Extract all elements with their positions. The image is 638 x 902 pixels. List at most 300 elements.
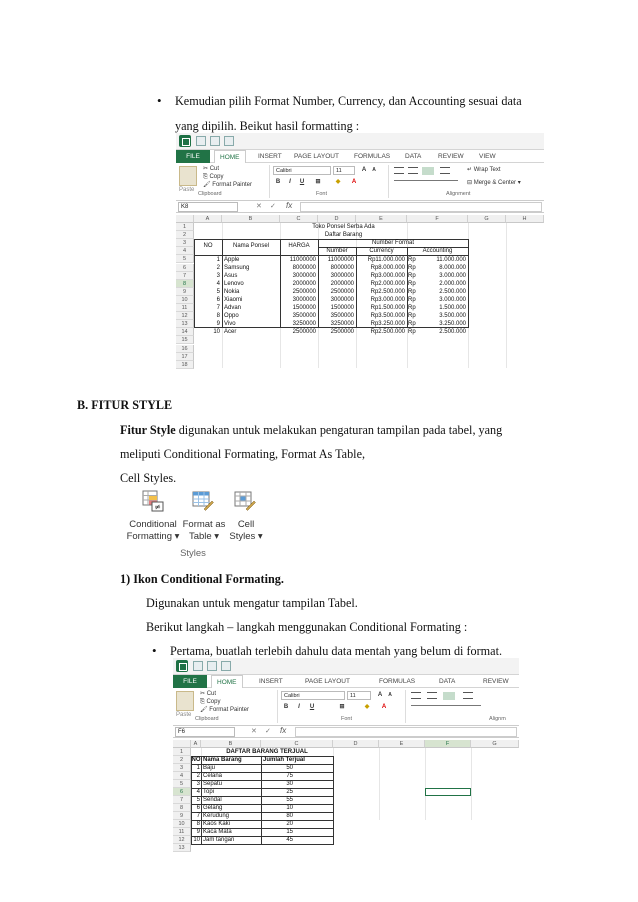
- copy-label: Copy: [206, 699, 221, 705]
- cell-nama-barang[interactable]: Kerudung: [203, 813, 230, 819]
- align-middle-icon[interactable]: [408, 167, 418, 174]
- header-no: NO: [203, 243, 213, 249]
- cell-jumlah-terjual[interactable]: 20: [286, 821, 293, 827]
- cell-accounting-symbol[interactable]: Rp: [408, 313, 416, 320]
- cell-jumlah-terjual[interactable]: 45: [286, 837, 293, 843]
- column-header[interactable]: G: [471, 740, 519, 748]
- styles-group-label: Styles: [180, 548, 206, 559]
- tab-home[interactable]: HOME: [214, 150, 246, 164]
- cell-no[interactable]: 3: [216, 272, 220, 279]
- cell-no[interactable]: 6: [196, 805, 200, 811]
- cell-no[interactable]: 2: [216, 264, 220, 271]
- cell-nama-barang[interactable]: Kaos Kaki: [203, 821, 231, 827]
- save-icon[interactable]: [196, 136, 206, 146]
- row-header[interactable]: 18: [176, 361, 194, 369]
- table-col-line: [222, 239, 223, 328]
- bold-button[interactable]: B: [283, 704, 289, 710]
- column-header[interactable]: H: [506, 215, 544, 223]
- cell-harga[interactable]: 3500000: [292, 313, 316, 320]
- align-bottom-icon[interactable]: [422, 167, 434, 175]
- ribbon-tabs: [176, 150, 544, 163]
- worksheet-grid[interactable]: [176, 215, 544, 368]
- cell-nama-ponsel[interactable]: Asus: [224, 272, 238, 279]
- intro-line-1: • Kemudian pilih Format Number, Currency, dan Accounting sesuai data: [175, 95, 522, 107]
- underline-button[interactable]: U: [309, 704, 315, 710]
- cell-currency[interactable]: Rp3.000.000: [370, 297, 405, 303]
- tab-page-layout[interactable]: PAGE LAYOUT: [294, 153, 339, 160]
- cell-harga[interactable]: 2000000: [292, 280, 316, 287]
- orientation-icon[interactable]: [463, 692, 473, 699]
- tab-file[interactable]: FILE: [173, 675, 207, 688]
- font-name-select[interactable]: Calibri: [281, 691, 345, 700]
- row-header[interactable]: 10: [176, 296, 194, 304]
- tab-insert[interactable]: INSERT: [258, 153, 282, 160]
- enter-icon[interactable]: ✓: [270, 203, 276, 210]
- section-b-paragraph-2: meliputi Conditional Formating, Format As Table,: [120, 447, 366, 461]
- gridline: [506, 223, 507, 368]
- cut-label: Cut: [206, 691, 217, 697]
- cell-nama-ponsel[interactable]: Advan: [224, 305, 242, 312]
- align-top-icon[interactable]: [394, 167, 404, 174]
- ribbon-home: [176, 163, 544, 201]
- wrap-text-label: Wrap Text: [473, 167, 501, 173]
- formula-bar: [173, 726, 519, 738]
- column-header[interactable]: E: [379, 740, 425, 748]
- cell-nama-barang[interactable]: Topi: [203, 789, 215, 795]
- cell-nama-ponsel[interactable]: Apple: [224, 256, 240, 263]
- column-header[interactable]: G: [468, 215, 506, 223]
- table-col-line: [261, 756, 262, 844]
- cell-currency[interactable]: Rp2.500.000: [370, 288, 405, 295]
- cell-no[interactable]: 5: [216, 288, 220, 295]
- cell-no[interactable]: 4: [196, 789, 200, 795]
- cell-accounting-value[interactable]: 2.500.000: [439, 329, 466, 336]
- cell-harga[interactable]: 2500000: [292, 288, 316, 295]
- tab-home[interactable]: HOME: [211, 675, 243, 689]
- sheet-title: Toko Ponsel Serba Ada: [312, 224, 375, 230]
- cs-label-2: Styles ▾: [229, 530, 263, 542]
- cell-no[interactable]: 8: [196, 821, 200, 827]
- ft-label-2: Table ▾: [188, 530, 220, 542]
- column-header[interactable]: B: [222, 215, 280, 223]
- column-header-selected[interactable]: F: [425, 740, 471, 748]
- cell-jumlah-terjual[interactable]: 30: [286, 781, 293, 787]
- cell-nama-ponsel[interactable]: Acer: [224, 329, 237, 336]
- cell-currency[interactable]: Rp2.000.000: [370, 280, 405, 287]
- tab-formulas[interactable]: FORMULAS: [354, 153, 391, 160]
- cell-nama-ponsel[interactable]: Samsung: [224, 264, 250, 271]
- cell-harga[interactable]: 8000000: [292, 264, 316, 271]
- grow-font-button[interactable]: A: [361, 167, 367, 173]
- quick-access-bar: [173, 658, 519, 675]
- header-number-format: Number Format: [371, 240, 414, 246]
- cell-jumlah-terjual[interactable]: 75: [286, 773, 293, 779]
- cell-jumlah-terjual[interactable]: 15: [286, 829, 293, 835]
- cell-accounting-symbol[interactable]: Rp: [408, 264, 416, 271]
- cell-no[interactable]: 2: [196, 773, 200, 779]
- cf-label-2: Formatting ▾: [126, 530, 180, 542]
- row-header[interactable]: 9: [173, 812, 191, 820]
- align-bottom-icon[interactable]: [443, 692, 455, 700]
- sub-1-heading: 1) Ikon Conditional Formating.: [120, 572, 284, 586]
- gridline: [425, 748, 426, 820]
- fx-icon[interactable]: fx: [280, 726, 287, 735]
- group-clipboard-label: Clipboard: [198, 191, 222, 197]
- cell-no[interactable]: 8: [216, 313, 220, 320]
- row-header[interactable]: 8: [173, 804, 191, 812]
- cell-harga[interactable]: 3250000: [292, 321, 316, 328]
- column-header[interactable]: A: [194, 215, 222, 223]
- cell-number[interactable]: 11000000: [327, 256, 354, 263]
- row-header[interactable]: 12: [176, 312, 194, 320]
- cell-accounting-value[interactable]: 8.000.000: [439, 264, 466, 271]
- cell-number[interactable]: 2500000: [330, 288, 354, 295]
- italic-button[interactable]: I: [289, 179, 291, 185]
- cell-no[interactable]: 9: [216, 321, 220, 328]
- enter-icon[interactable]: ✓: [265, 728, 271, 735]
- cell-accounting-symbol[interactable]: Rp: [408, 272, 416, 279]
- cell-nama-ponsel[interactable]: Lenovo: [224, 280, 244, 287]
- cell-number[interactable]: 2000000: [330, 280, 354, 287]
- tab-page-layout[interactable]: PAGE LAYOUT: [305, 678, 350, 685]
- intro-line-2: yang dipilih. Beikut hasil formatting :: [175, 119, 360, 133]
- cell-nama-ponsel[interactable]: Oppo: [224, 313, 239, 320]
- cell-accounting-symbol[interactable]: Rp: [408, 280, 416, 287]
- cs-label-1: Cell: [237, 519, 255, 530]
- fitur-style-bold: Fitur Style: [120, 423, 176, 437]
- paste-label: Paste: [179, 187, 195, 193]
- formula-input[interactable]: [295, 727, 517, 737]
- cell-no[interactable]: 7: [216, 305, 220, 312]
- ft-label-1: Format as: [182, 519, 226, 530]
- row-header[interactable]: 3: [176, 239, 194, 247]
- gridline: [471, 748, 472, 820]
- align-top-icon[interactable]: [411, 692, 421, 699]
- row-header-selected[interactable]: 8: [176, 280, 194, 288]
- group-alignment-label: Alignm: [489, 716, 506, 722]
- cell-styles-icon[interactable]: [234, 490, 256, 512]
- cell-nama-barang[interactable]: Jam tangan: [203, 837, 235, 843]
- row-header[interactable]: 6: [176, 264, 194, 272]
- cell-jumlah-terjual[interactable]: 50: [286, 765, 293, 771]
- ribbon-tabs: [173, 675, 519, 688]
- cell-jumlah-terjual[interactable]: 25: [286, 789, 293, 795]
- cut-button[interactable]: ✂ Cut: [203, 166, 220, 172]
- cell-nama-ponsel[interactable]: Vivo: [224, 321, 236, 328]
- cell-number[interactable]: 2500000: [330, 329, 354, 336]
- header-currency: Currency: [369, 248, 394, 254]
- format-painter-label: Format Painter: [212, 182, 252, 188]
- cell-nama-ponsel[interactable]: Xiaomi: [224, 297, 243, 303]
- section-b-paragraph-1: [120, 424, 502, 436]
- cell-accounting-symbol[interactable]: Rp: [408, 305, 416, 312]
- row-header[interactable]: 15: [176, 336, 194, 344]
- cell-currency[interactable]: Rp3.500.000: [370, 313, 405, 320]
- cell-no[interactable]: 3: [196, 781, 200, 787]
- row-header[interactable]: 13: [173, 844, 191, 852]
- cell-accounting-value[interactable]: 3.000.000: [439, 297, 466, 303]
- styles-group-panel: [122, 486, 270, 562]
- column-header[interactable]: B: [201, 740, 261, 748]
- column-header[interactable]: C: [280, 215, 318, 223]
- cell-accounting-symbol[interactable]: Rp: [408, 329, 416, 336]
- cell-styles-button[interactable]: [226, 519, 266, 543]
- cell-nama-barang[interactable]: Sendal: [203, 797, 222, 803]
- cell-currency[interactable]: Rp8.000.000: [370, 264, 405, 271]
- cell-jumlah-terjual[interactable]: 10: [286, 805, 293, 811]
- cell-no[interactable]: 10: [193, 837, 200, 843]
- format-painter-label: Format Painter: [209, 707, 249, 713]
- copy-button[interactable]: ⎘ Copy: [203, 174, 224, 180]
- row-header[interactable]: 2: [176, 231, 194, 239]
- sheet-title: DAFTAR BARANG TERJUAL: [226, 749, 308, 755]
- borders-icon[interactable]: ⊞: [315, 179, 321, 185]
- cell-accounting-value[interactable]: 2.500.000: [439, 288, 466, 295]
- font-color-icon[interactable]: A: [351, 179, 357, 185]
- row-header[interactable]: 7: [173, 796, 191, 804]
- fx-icon[interactable]: fx: [286, 201, 293, 210]
- cell-accounting-value[interactable]: 3.250.000: [439, 321, 466, 328]
- cell-nama-barang[interactable]: Sepatu: [203, 781, 223, 787]
- align-middle-icon[interactable]: [427, 692, 437, 699]
- cell-harga[interactable]: 1500000: [292, 305, 316, 312]
- cell-no[interactable]: 1: [196, 765, 200, 771]
- align-left-right-icons[interactable]: [411, 705, 481, 713]
- table-col-line: [201, 756, 202, 844]
- row-header[interactable]: 5: [176, 255, 194, 263]
- undo-icon[interactable]: [210, 136, 220, 146]
- font-color-icon[interactable]: A: [381, 704, 387, 710]
- undo-icon[interactable]: [207, 661, 217, 671]
- header-accounting: Accounting: [422, 248, 453, 254]
- selected-cell-f6[interactable]: [425, 788, 471, 796]
- header-nama-barang: Nama Barang: [203, 757, 242, 763]
- sub-1-paragraph-2: Berikut langkah – langkah menggunakan Conditional Formating :: [146, 620, 468, 634]
- row-header[interactable]: 4: [173, 772, 191, 780]
- row-header[interactable]: 2: [173, 756, 191, 764]
- tab-review[interactable]: REVIEW: [438, 153, 464, 160]
- cell-jumlah-terjual[interactable]: 55: [286, 797, 293, 803]
- cell-accounting-symbol[interactable]: Rp: [408, 256, 416, 263]
- paste-label: Paste: [176, 712, 192, 718]
- conditional-formatting-button[interactable]: [126, 519, 180, 543]
- cell-accounting-symbol[interactable]: Rp: [408, 297, 416, 303]
- row-header[interactable]: 12: [173, 836, 191, 844]
- row-header[interactable]: 13: [176, 320, 194, 328]
- row-header[interactable]: 1: [176, 223, 194, 231]
- format-as-table-icon[interactable]: [192, 490, 214, 512]
- row-header[interactable]: 3: [173, 764, 191, 772]
- merge-center-label: Merge & Center: [473, 180, 517, 186]
- header-harga: HARGA: [288, 243, 310, 249]
- cell-nama-barang[interactable]: Gelang: [203, 805, 223, 811]
- format-painter-button[interactable]: 🖌 Format Painter: [200, 707, 249, 713]
- merge-center-button[interactable]: ⊟ Merge & Center ▾: [467, 180, 521, 186]
- shrink-font-button[interactable]: A: [372, 167, 376, 173]
- sub-1-bullet: • Pertama, buatlah terlebih dahulu data mentah yang belum di format.: [170, 645, 502, 657]
- excel-logo-icon: [179, 135, 191, 147]
- tab-file[interactable]: FILE: [176, 150, 210, 163]
- tab-formulas[interactable]: FORMULAS: [379, 678, 416, 685]
- tab-review[interactable]: REVIEW: [483, 678, 509, 685]
- paragraph-rest: digunakan untuk melakukan pengaturan tampilan pada tabel, yang: [175, 423, 503, 437]
- cell-accounting-value[interactable]: 3.500.000: [439, 313, 466, 320]
- excel-screenshot-2: [173, 658, 519, 851]
- cell-no[interactable]: 4: [216, 280, 220, 287]
- redo-icon[interactable]: [221, 661, 231, 671]
- cell-currency[interactable]: Rp3.000.000: [370, 272, 405, 279]
- shrink-font-button[interactable]: A: [388, 692, 392, 698]
- cell-number[interactable]: 3250000: [330, 321, 354, 328]
- grow-font-button[interactable]: A: [377, 692, 383, 698]
- cell-harga[interactable]: 3000000: [292, 297, 316, 303]
- cell-nama-barang[interactable]: Kaca Mata: [203, 829, 232, 835]
- row-header[interactable]: 7: [176, 272, 194, 280]
- cell-nama-ponsel[interactable]: Nokia: [224, 288, 240, 295]
- column-header[interactable]: C: [261, 740, 333, 748]
- cell-harga[interactable]: 11000000: [289, 256, 316, 263]
- cell-jumlah-terjual[interactable]: 80: [286, 813, 293, 819]
- row-header[interactable]: 17: [176, 353, 194, 361]
- tab-insert[interactable]: INSERT: [259, 678, 283, 685]
- header-nama-ponsel: Nama Ponsel: [232, 243, 270, 249]
- format-painter-button[interactable]: 🖌 Format Painter: [203, 182, 252, 188]
- cell-no[interactable]: 10: [213, 329, 220, 336]
- cell-number[interactable]: 3000000: [330, 272, 354, 279]
- font-name-select[interactable]: Calibri: [273, 166, 331, 175]
- row-header-selected[interactable]: 6: [173, 788, 191, 796]
- tab-view[interactable]: VIEW: [479, 153, 496, 160]
- cell-currency[interactable]: Rp3.250.000: [370, 321, 405, 328]
- underline-button[interactable]: U: [299, 179, 305, 185]
- cell-harga[interactable]: 2500000: [292, 329, 316, 336]
- select-all-corner[interactable]: [173, 740, 191, 748]
- ribbon-separator: [405, 690, 406, 723]
- cf-label-1: Conditional: [129, 519, 177, 530]
- cell-harga[interactable]: 3000000: [292, 272, 316, 279]
- cell-number[interactable]: 3000000: [330, 297, 354, 303]
- ribbon-home: [173, 688, 519, 726]
- cell-accounting-symbol[interactable]: Rp: [408, 321, 416, 328]
- tab-data[interactable]: DATA: [405, 153, 422, 160]
- column-header[interactable]: D: [333, 740, 379, 748]
- format-as-table-button[interactable]: [180, 519, 228, 543]
- row-header[interactable]: 5: [173, 780, 191, 788]
- cell-accounting-value[interactable]: 1.500.000: [439, 305, 466, 312]
- cell-accounting-value[interactable]: 2.000.000: [439, 280, 466, 287]
- row-header[interactable]: 11: [173, 828, 191, 836]
- copy-button[interactable]: ⎘ Copy: [200, 699, 221, 705]
- name-box[interactable]: F6: [175, 727, 235, 737]
- wrap-text-button[interactable]: ↵ Wrap Text: [467, 167, 501, 173]
- cell-number[interactable]: 8000000: [330, 264, 354, 271]
- fill-color-icon[interactable]: ◆: [364, 704, 370, 710]
- worksheet-grid[interactable]: [173, 740, 519, 851]
- name-box[interactable]: K8: [178, 202, 238, 212]
- group-font-label: Font: [316, 191, 328, 197]
- cancel-icon[interactable]: ✕: [251, 728, 257, 735]
- conditional-formatting-icon[interactable]: [142, 490, 164, 512]
- cut-button[interactable]: ✂ Cut: [200, 691, 217, 697]
- header-jumlah-terjual: Jumlah Terjual: [263, 757, 305, 763]
- cell-no[interactable]: 5: [196, 797, 200, 803]
- column-header[interactable]: D: [318, 215, 356, 223]
- cell-accounting-value[interactable]: 11.000.000: [436, 256, 466, 263]
- cell-no[interactable]: 7: [196, 813, 200, 819]
- column-header[interactable]: A: [191, 740, 201, 748]
- bold-button[interactable]: B: [275, 179, 281, 185]
- cell-no[interactable]: 9: [196, 829, 200, 835]
- borders-icon[interactable]: ⊞: [339, 704, 345, 710]
- cell-no[interactable]: 1: [216, 256, 220, 263]
- ribbon-separator: [388, 165, 389, 198]
- italic-button[interactable]: I: [298, 704, 300, 710]
- select-all-corner[interactable]: [176, 215, 194, 223]
- row-header[interactable]: 14: [176, 328, 194, 336]
- header-number: Number: [326, 248, 348, 254]
- tab-data[interactable]: DATA: [439, 678, 456, 685]
- cell-nama-barang[interactable]: Baju: [203, 765, 216, 771]
- paste-icon[interactable]: [176, 691, 194, 711]
- excel-screenshot-1: [176, 133, 544, 368]
- table-bottom-line: [191, 844, 334, 845]
- font-size-select[interactable]: 11: [333, 166, 355, 175]
- formula-bar: [176, 201, 544, 213]
- cell-currency[interactable]: Rp11.000.000: [367, 256, 405, 263]
- row-header[interactable]: 1: [173, 748, 191, 756]
- quick-access-bar: [176, 133, 544, 150]
- cell-accounting-value[interactable]: 3.000.000: [439, 272, 466, 279]
- cell-number[interactable]: 3500000: [330, 313, 354, 320]
- column-header[interactable]: E: [356, 215, 407, 223]
- svg-text:≠: ≠: [154, 502, 161, 512]
- formula-input[interactable]: [300, 202, 542, 212]
- cancel-icon[interactable]: ✕: [256, 203, 262, 210]
- row-header[interactable]: 10: [173, 820, 191, 828]
- font-size-select[interactable]: 11: [347, 691, 371, 700]
- cell-accounting-symbol[interactable]: Rp: [408, 288, 416, 295]
- align-left-right-icons[interactable]: [394, 180, 458, 188]
- cell-nama-barang[interactable]: Celana: [203, 773, 223, 779]
- cell-no[interactable]: 6: [216, 297, 220, 303]
- row-header[interactable]: 4: [176, 247, 194, 255]
- cell-currency[interactable]: Rp1.500.000: [370, 305, 405, 312]
- group-font-label: Font: [341, 716, 353, 722]
- sheet-subtitle: Daftar Barang: [324, 232, 363, 238]
- column-header[interactable]: F: [407, 215, 468, 223]
- orientation-icon[interactable]: [440, 167, 450, 174]
- row-header[interactable]: 11: [176, 304, 194, 312]
- cell-currency[interactable]: Rp2.500.000: [370, 329, 405, 336]
- copy-label: Copy: [209, 174, 224, 180]
- group-alignment-label: Alignment: [446, 191, 471, 197]
- excel-logo-icon: [176, 660, 188, 672]
- cell-number[interactable]: 1500000: [330, 305, 354, 312]
- row-header[interactable]: 9: [176, 288, 194, 296]
- gridline: [379, 748, 380, 820]
- header-no: NO: [191, 757, 201, 763]
- section-b-heading: B. FITUR STYLE: [77, 398, 173, 412]
- save-icon[interactable]: [193, 661, 203, 671]
- ribbon-separator: [269, 165, 270, 198]
- paste-icon[interactable]: [179, 166, 197, 186]
- redo-icon[interactable]: [224, 136, 234, 146]
- group-clipboard-label: Clipboard: [195, 716, 219, 722]
- fill-color-icon[interactable]: ◆: [335, 179, 341, 185]
- cut-label: Cut: [209, 166, 220, 172]
- section-b-paragraph-3: Cell Styles.: [120, 471, 177, 485]
- row-header[interactable]: 16: [176, 345, 194, 353]
